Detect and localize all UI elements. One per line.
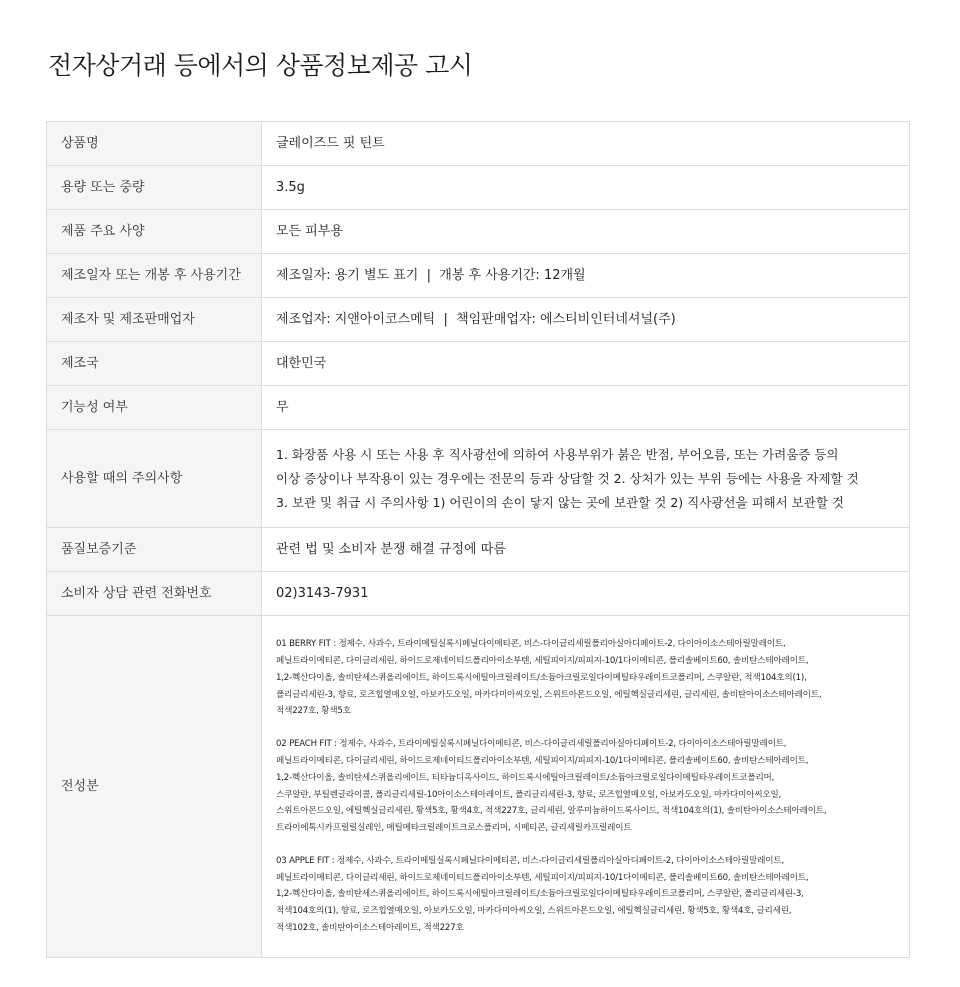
row-ingredients: [47, 616, 910, 958]
row-caution: [47, 430, 910, 528]
ingredient-line: 페닐트라이메티콘, 다이글리세린, 하이드로제네이티드폴리아이소부텐, 세틸피이지/피피지-10/1다이메티콘, 폴리솔베이트60, 솔비탄스테아레이트,: [276, 655, 809, 666]
page-title: 전자상거래 등에서의 상품정보제공 고시: [48, 51, 473, 80]
row-value: 무: [262, 386, 910, 430]
row-quality-standard: [47, 528, 910, 572]
row-label: 사용할 때의 주의사항: [47, 430, 262, 528]
ingredient-line: 1,2-헥산다이올, 솔비탄세스퀴올리에이트, 하이드록시에틸아크릴레이트/소듐아크릴로일다이메틸타우레이트코폴리머, 스쿠알란, 적색104호의(1),: [276, 672, 807, 683]
row-label: 제조일자 또는 개봉 후 사용기간: [47, 254, 262, 298]
row-value: 글레이즈드 핏 틴트: [262, 122, 910, 166]
ingredient-group-berry: [276, 636, 895, 720]
row-main-spec: [47, 210, 910, 254]
row-functional: [47, 386, 910, 430]
row-label: 기능성 여부: [47, 386, 262, 430]
row-country: [47, 342, 910, 386]
row-label: 품질보증기준: [47, 528, 262, 572]
ingredients-text: [262, 616, 910, 958]
row-label: 제조국: [47, 342, 262, 386]
caution-text: [262, 430, 910, 528]
row-label: 제조자 및 제조판매업자: [47, 298, 262, 342]
ingredient-line: 적색104호의(1), 향료, 로즈힙열매오일, 아보카도오일, 마카다미아씨오일, 스위트아몬드오일, 에틸헥실글리세린, 황색5호, 황색4호, 글리세린,: [276, 906, 792, 917]
ingredient-line: 적색227호, 황색5호: [276, 706, 351, 717]
caution-line: 3. 보관 및 취급 시 주의사항 1) 어린이의 손이 닿지 않는 곳에 보관할 것 2) 직사광선을 피해서 보관할 것: [276, 494, 844, 510]
row-value: 제조업자: 지앤아이코스메틱 | 책임판매업자: 에스티비인터네셔널(주): [262, 298, 910, 342]
row-label: 용량 또는 중량: [47, 166, 262, 210]
caution-line: 이상 증상이나 부작용이 있는 경우에는 전문의 등과 상담할 것 2. 상처가 있는 부위 등에는 사용을 자제할 것: [276, 470, 859, 486]
ingredient-line: 1,2-헥산다이올, 솔비탄세스퀴올리에이트, 하이드록시에틸아크릴레이트/소듐아크릴로일다이메틸타우레이트코폴리머, 스쿠알란, 폴리글리세린-3,: [276, 889, 804, 900]
row-value: 모든 피부용: [262, 210, 910, 254]
ingredient-line: 페닐트라이메티콘, 다이글리세린, 하이드로제네이티드폴리아이소부텐, 세틸피이지/피피지-10/1다이메티콘, 폴리솔베이트60, 솔비탄스테아레이트,: [276, 872, 809, 883]
row-label: 제품 주요 사양: [47, 210, 262, 254]
ingredient-line: 적색102호, 솔비탄아이소스테아레이트, 적색227호: [276, 923, 464, 934]
row-label: 전성분: [47, 616, 262, 958]
ingredient-line: 스쿠알란, 부틸렌글라이콜, 폴리글리세릴-10아이소스테아레이트, 폴리글리세린-3, 향료, 로즈힙열매오일, 아보카도오일, 마카다미아씨오일,: [276, 789, 782, 800]
ingredient-line: 페닐트라이메티콘, 다이글리세린, 하이드로제네이티드폴리아이소부텐, 세틸피이지/피피지-10/1다이메티콘, 폴리솔베이트60, 솔비탄스테아레이트,: [276, 755, 809, 766]
ingredient-line: 트라이에톡시카프릴릴실레인, 메틸메타크릴레이트크로스폴리머, 시메티콘, 글리세릴카프릴레이트: [276, 823, 632, 834]
ingredient-line: 스위트아몬드오일, 에틸헥실글리세린, 황색5호, 황색4호, 적색227호, 글리세린, 알루미늄하이드록사이드, 적색104호의(1), 솔비탄아이소스테아레이트,: [276, 806, 827, 817]
row-value: 3.5g: [262, 166, 910, 210]
row-capacity: [47, 166, 910, 210]
ingredient-line: 02 PEACH FIT : 정제수, 사과수, 트라이메틸실록시페닐다이메티콘, 비스-다이글리세릴폴리아실아디페이트-2, 다이아이소스테아릴말레이트,: [276, 739, 787, 750]
row-manufacturer: [47, 298, 910, 342]
ingredient-group-apple: [276, 853, 895, 937]
ingredient-line: 폴리글리세린-3, 향료, 로즈힙열매오일, 아보카도오일, 마카다미아씨오일, 스위트아몬드오일, 에틸헥실글리세린, 글리세린, 솔비탄아이소스테아레이트,: [276, 689, 822, 700]
ingredient-line: 03 APPLE FIT : 정제수, 사과수, 트라이메틸실록시페닐다이메티콘, 비스-다이글리세릴폴리아실아디페이트-2, 다이아이소스테아릴말레이트,: [276, 855, 784, 866]
row-value: 제조일자: 용기 별도 표기 | 개봉 후 사용기간: 12개월: [262, 254, 910, 298]
ingredient-line: 1,2-헥산다이올, 솔비탄세스퀴올리에이트, 티타늄디옥사이드, 하이드록시에틸아크릴레이트/소듐아크릴로일다이메틸타우레이트코폴리머,: [276, 772, 775, 783]
ingredient-group-peach: [276, 736, 895, 837]
product-info-table: [46, 121, 910, 958]
row-phone: [47, 572, 910, 616]
ingredient-line: 01 BERRY FIT : 정제수, 사과수, 트라이메틸실록시페닐다이메티콘, 비스-다이글리세릴폴리아실아디페이트-2, 다이아이소스테아릴말레이트,: [276, 639, 786, 650]
row-manufacture-date: [47, 254, 910, 298]
row-value: 대한민국: [262, 342, 910, 386]
row-value: 관련 법 및 소비자 분쟁 해결 규정에 따름: [262, 528, 910, 572]
caution-line: 1. 화장품 사용 시 또는 사용 후 직사광선에 의하여 사용부위가 붉은 반점, 부어오름, 또는 가려움증 등의: [276, 446, 839, 462]
row-value: 02)3143-7931: [262, 572, 910, 616]
row-product-name: [47, 122, 910, 166]
row-label: 소비자 상담 관련 전화번호: [47, 572, 262, 616]
row-label: 상품명: [47, 122, 262, 166]
